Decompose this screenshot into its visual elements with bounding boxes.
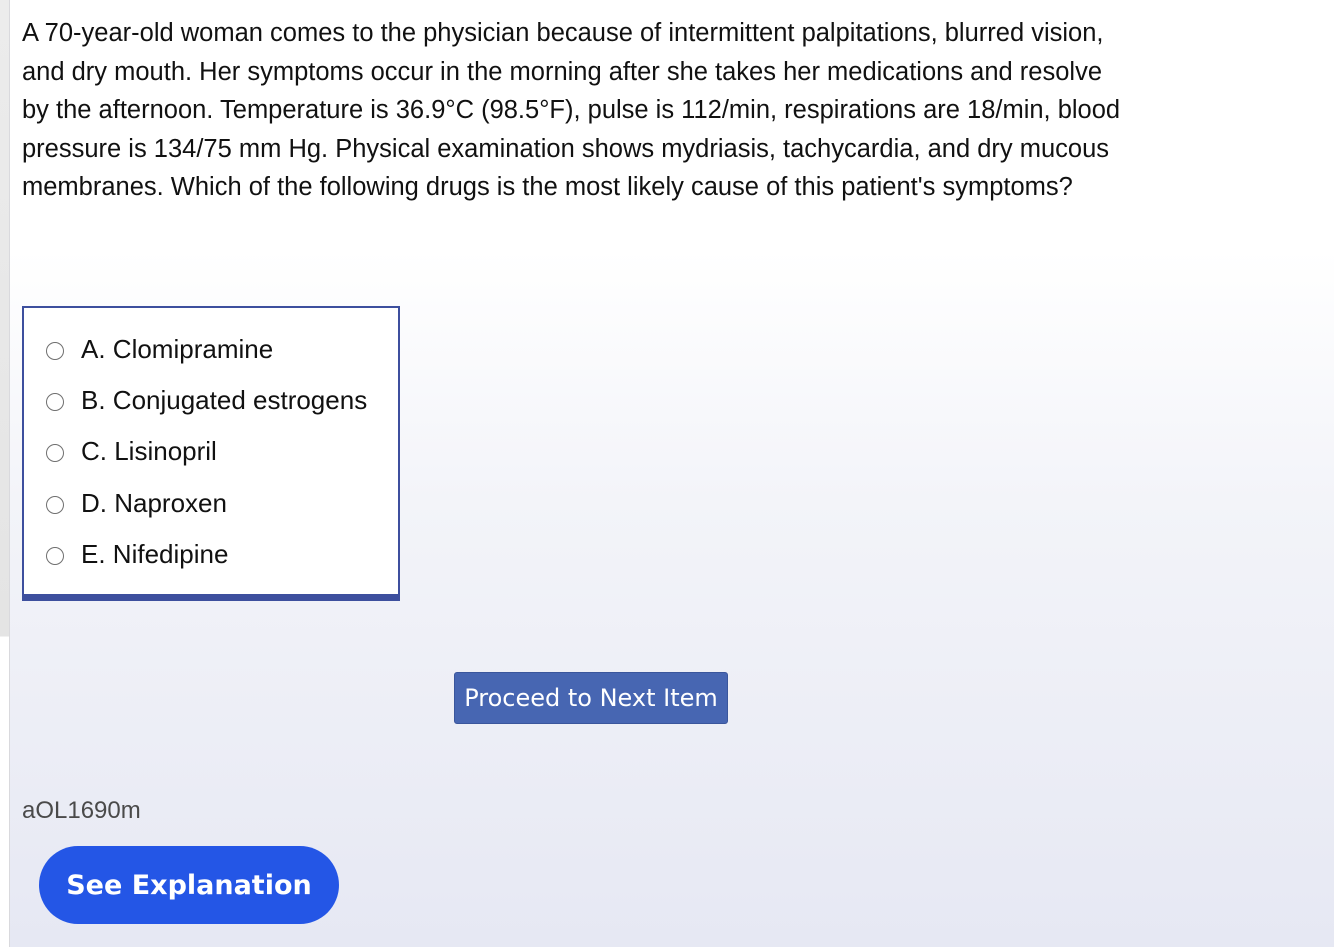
choice-label-a: A. Clomipramine bbox=[81, 333, 274, 364]
left-panel-edge bbox=[0, 0, 10, 947]
choice-label-e: E. Nifedipine bbox=[81, 538, 229, 569]
item-id: aOL1690m bbox=[22, 797, 141, 824]
radio-button-d[interactable] bbox=[46, 496, 64, 514]
choice-b[interactable] bbox=[46, 382, 367, 418]
radio-button-b[interactable] bbox=[46, 393, 64, 411]
radio-button-a[interactable] bbox=[46, 342, 64, 360]
see-explanation-button[interactable]: See Explanation bbox=[39, 846, 339, 924]
question-stem: A 70-year-old woman comes to the physician because of intermittent palpitations, blurred vision, and dry mouth. Her symptoms occur in the morning after she takes her medications and resolve by the afternoon. Temperature is 36.9°C (98.5°F), pulse is 112/min, respirations are 18/min, blood pressure is 134/75 mm Hg. Physical examination shows mydriasis, tachycardia, and dry mucous membranes. Which of the following drugs is the most likely cause of this patient's symptoms? bbox=[22, 19, 1121, 201]
answer-choices-box bbox=[22, 306, 400, 601]
proceed-next-item-button[interactable]: Proceed to Next Item bbox=[454, 672, 728, 724]
choice-a[interactable] bbox=[46, 331, 273, 367]
choice-d[interactable] bbox=[46, 485, 227, 521]
radio-button-c[interactable] bbox=[46, 444, 64, 462]
radio-button-e[interactable] bbox=[46, 547, 64, 565]
choice-label-b: B. Conjugated estrogens bbox=[81, 384, 368, 415]
choice-label-c: C. Lisinopril bbox=[81, 435, 217, 466]
choice-c[interactable] bbox=[46, 433, 217, 469]
choice-e[interactable] bbox=[46, 536, 228, 572]
choice-label-d: D. Naproxen bbox=[81, 487, 227, 518]
